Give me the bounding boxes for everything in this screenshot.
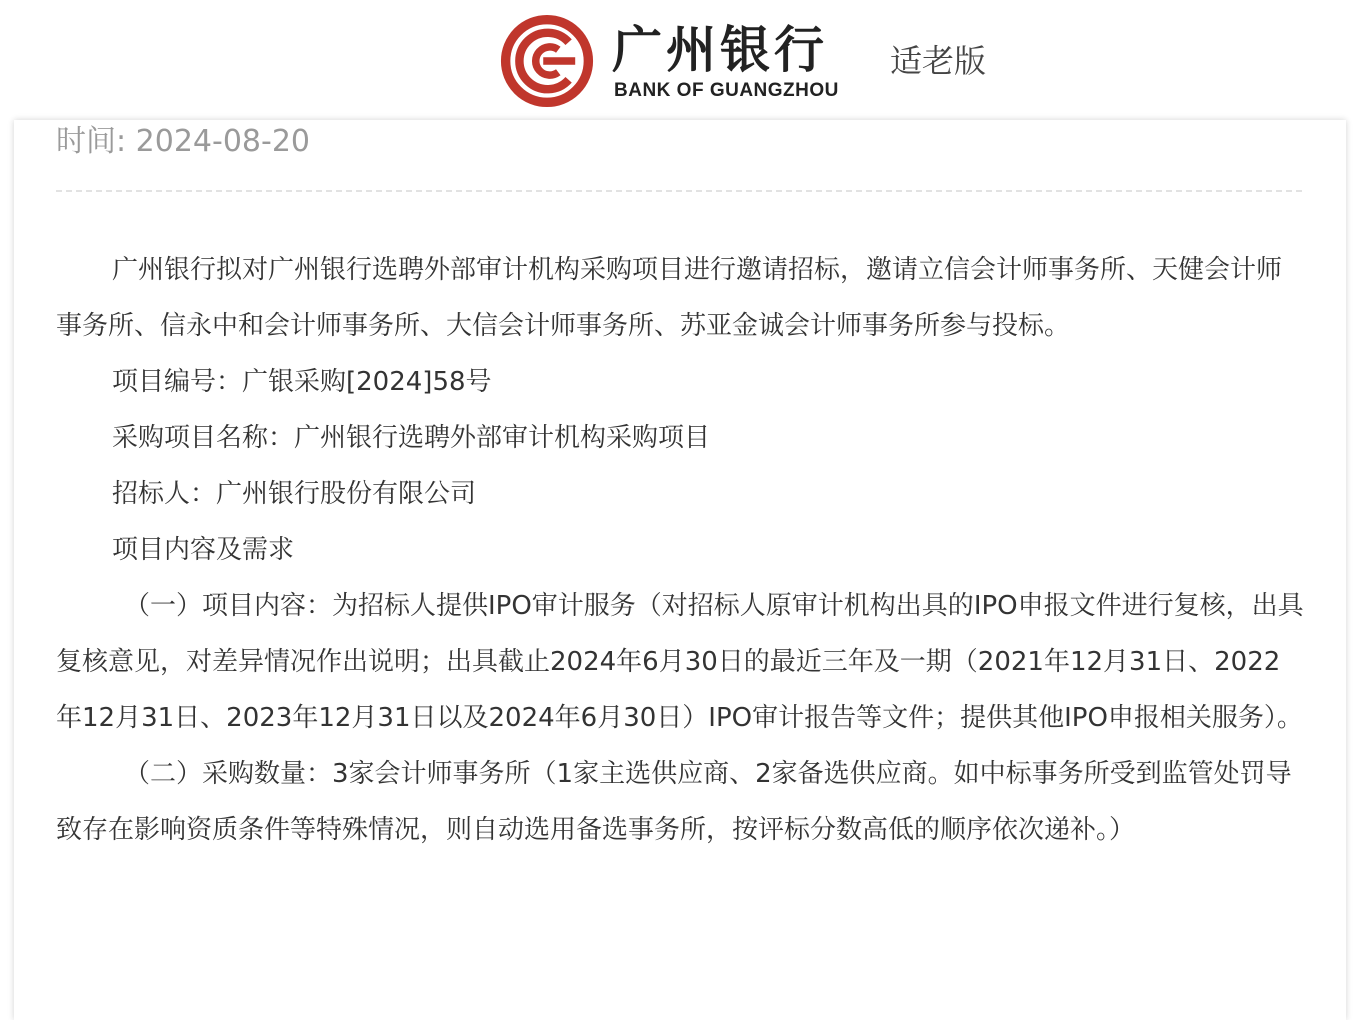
article-paragraph: （二）采购数量：3家会计师事务所（1家主选供应商、2家备选供应商。如中标事务所受到监管处罚导致存在影响资质条件等特殊情况，则自动选用备选事务所，按评标分数高低的顺序依次递补。） xyxy=(56,759,1292,845)
brand-name-english: BANK OF GUANGZHOU xyxy=(614,80,839,101)
article-paragraph: 广州银行拟对广州银行选聘外部审计机构采购项目进行邀请招标，邀请立信会计师事务所、天健会计师事务所、信永中和会计师事务所、大信会计师事务所、苏亚金诚会计师事务所参与投标。 xyxy=(56,255,1283,341)
article-body xyxy=(56,242,1306,858)
project-name: 采购项目名称：广州银行选聘外部审计机构采购项目 xyxy=(112,423,711,453)
site-header xyxy=(0,0,1360,120)
project-number: 项目编号：广银采购[2024]58号 xyxy=(112,367,492,397)
article-paragraph: （一）项目内容：为招标人提供IPO审计服务（对招标人原审计机构出具的IPO申报文件进行复核，出具复核意见，对差异情况作出说明；出具截止2024年6月30日的最近三年及一期（2021年12月31日、2022年12月31日、2023年12月31日以及2024年6月30日）IPO审计报告等文件；提供其他IPO申报相关服务）。 xyxy=(56,591,1304,733)
elder-mode-link[interactable]: 适老版 xyxy=(890,42,987,80)
section-heading: 项目内容及需求 xyxy=(112,535,295,565)
dashed-divider xyxy=(56,190,1302,192)
publish-date: 时间: 2024-08-20 xyxy=(56,124,310,159)
tenderer: 招标人：广州银行股份有限公司 xyxy=(112,479,477,509)
bank-of-guangzhou-logo-icon[interactable] xyxy=(500,14,594,108)
brand-name-chinese: 广州银行 xyxy=(612,21,828,79)
article-card xyxy=(14,120,1346,1020)
